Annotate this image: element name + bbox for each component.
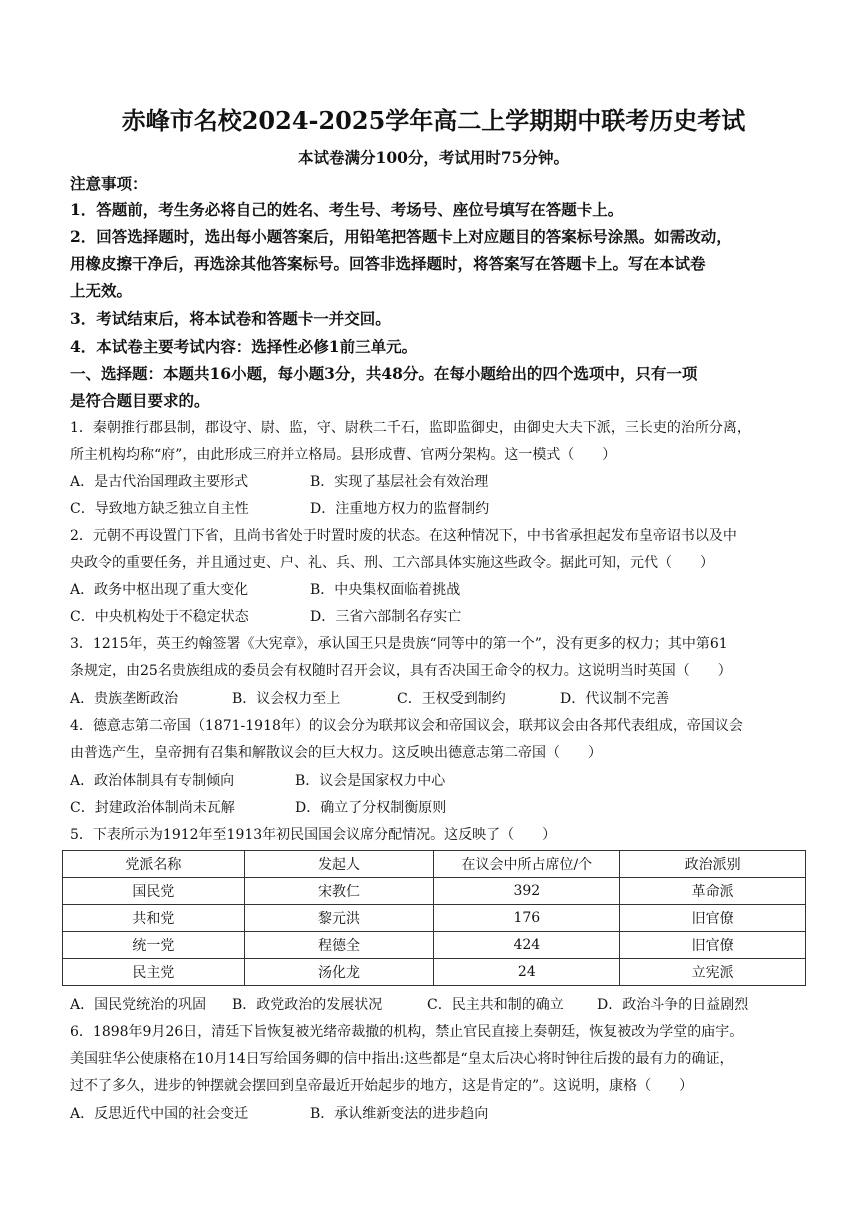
table-row [63,959,806,986]
option-row [70,795,810,821]
option: A．反思近代中国的社会变迁 [70,1106,249,1122]
table-header-cell: 发起人 [244,851,434,878]
option: C．封建政治体制尚未瓦解 [70,800,235,816]
option: C．导致地方缺乏独立自主性 [70,501,249,517]
exam-title: 赤峰市名校2024-2025学年高二上学期期中联考历史考试 [121,106,746,135]
question-stem: 条规定，由25名贵族组成的委员会有权随时召开会议，具有否决国王命令的权力。这说明当时英国（ ） [70,663,732,679]
notice-heading: 注意事项： [70,174,148,193]
table-cell: 424 [434,932,620,959]
option-row [70,992,810,1018]
table-cell: 民主党 [63,959,245,986]
table-row [63,878,806,905]
seat-distribution-table [62,850,806,986]
option-row [70,686,810,712]
question-stem: 2．元朝不再设置门下省，且尚书省处于时置时废的状态。在这种情况下，中书省承担起发布皇帝诏书以及中 [70,528,737,544]
table-row [63,905,806,932]
option: D．三省六部制名存实亡 [310,609,462,625]
question-stem: 所主机构均称“府”，由此形成三府并立格局。县形成曹、官两分架构。这一模式（ ） [70,447,617,463]
table-header-cell: 党派名称 [63,851,245,878]
question-stem: 过不了多久，进步的钟摆就会摆回到皇帝最近开始起步的地方，这是肯定的”。这说明，康格（ ） [70,1078,694,1094]
table-cell: 共和党 [63,905,245,932]
table-cell: 汤化龙 [244,959,434,986]
question-stem: 美国驻华公使康格在10月14日写给国务卿的信中指出:这些都是“皇太后决心将时钟往后拨的最有力的确证， [70,1051,734,1067]
option: C．王权受到制约 [397,691,506,707]
question-stem: 央政令的重要任务，并且通过吏、户、礼、兵、刑、工六部具体实施这些政令。据此可知，元代（ ） [70,555,714,571]
table-header-cell: 政治派别 [620,851,806,878]
notice-item: 1．答题前，考生务必将自己的姓名、考生号、考场号、座位号填写在答题卡上。 [70,200,624,219]
option: A．是古代治国理政主要形式 [70,474,249,490]
option: D．注重地方权力的监督制约 [310,501,490,517]
option-row [70,604,810,630]
table-cell: 392 [434,878,620,905]
notice-item: 3．考试结束后，将本试卷和答题卡一并交回。 [70,309,391,328]
table-cell: 24 [434,959,620,986]
table-cell: 176 [434,905,620,932]
option-row [70,496,810,522]
section-header: 一、选择题：本题共16小题，每小题3分，共48分。在每小题给出的四个选项中，只有一项 [70,364,698,383]
option-row [70,1101,810,1127]
question-stem: 由普选产生，皇帝拥有召集和解散议会的巨大权力。这反映出德意志第二帝国（ ） [70,745,602,761]
option-row [70,768,810,794]
table-cell: 宋教仁 [244,878,434,905]
option: C．中央机构处于不稳定状态 [70,609,249,625]
option: B．议会是国家权力中心 [295,773,446,789]
table-cell: 黎元洪 [244,905,434,932]
option: B．政党政治的发展状况 [232,997,383,1013]
table-cell: 革命派 [620,878,806,905]
exam-subtitle: 本试卷满分100分，考试用时75分钟。 [298,148,569,167]
question-stem: 3．1215年，英王约翰签署《大宪章》，承认国王只是贵族“同等中的第一个”，没有更多的权力；其中第61 [70,636,728,652]
table-cell: 统一党 [63,932,245,959]
question-stem: 5．下表所示为1912年至1913年初民国国会议席分配情况。这反映了（ ） [70,827,557,843]
option: D．确立了分权制衡原则 [295,800,447,816]
option: B．议会权力至上 [232,691,341,707]
option: B．承认维新变法的进步趋向 [310,1106,489,1122]
option: B．实现了基层社会有效治理 [310,474,489,490]
option-row [70,469,810,495]
question-stem: 1．秦朝推行郡县制，郡设守、尉、监，守、尉秩二千石，监即监御史，由御史大夫下派，三长吏的治所分离， [70,420,751,436]
option: B．中央集权面临着挑战 [310,582,461,598]
table-cell: 立宪派 [620,959,806,986]
notice-item: 用橡皮擦干净后，再选涂其他答案标号。回答非选择题时，将答案写在答题卡上。写在本试卷 [70,254,706,273]
notice-item: 上无效。 [70,281,133,300]
table-row [63,932,806,959]
option-row [70,577,810,603]
table-cell: 旧官僚 [620,905,806,932]
notice-item: 4．本试卷主要考试内容：选择性必修1前三单元。 [70,337,418,356]
question-stem: 6．1898年9月26日，清廷下旨恢复被光绪帝裁撤的机构，禁止官民直接上奏朝廷，恢复被改为学堂的庙宇。 [70,1024,744,1040]
table-header-cell: 在议会中所占席位/个 [434,851,620,878]
notice-item: 2．回答选择题时，选出每小题答案后，用铅笔把答题卡上对应题目的答案标号涂黑。如需改动， [70,227,732,246]
question-stem: 4．德意志第二帝国（1871-1918年）的议会分为联邦议会和帝国议会，联邦议会由各邦代表组成，帝国议会 [70,718,743,734]
table-cell: 国民党 [63,878,245,905]
table-cell: 程德全 [244,932,434,959]
option: A．政治体制具有专制倾向 [70,773,235,789]
table-header-row [63,851,806,878]
option: A．贵族垄断政治 [70,691,179,707]
table-cell: 旧官僚 [620,932,806,959]
option: D．政治斗争的日益剧烈 [597,997,749,1013]
option: C．民主共和制的确立 [427,997,564,1013]
option: D．代议制不完善 [560,691,670,707]
option: A．国民党统治的巩固 [70,997,207,1013]
section-header: 是符合题目要求的。 [70,391,210,410]
option: A．政务中枢出现了重大变化 [70,582,249,598]
